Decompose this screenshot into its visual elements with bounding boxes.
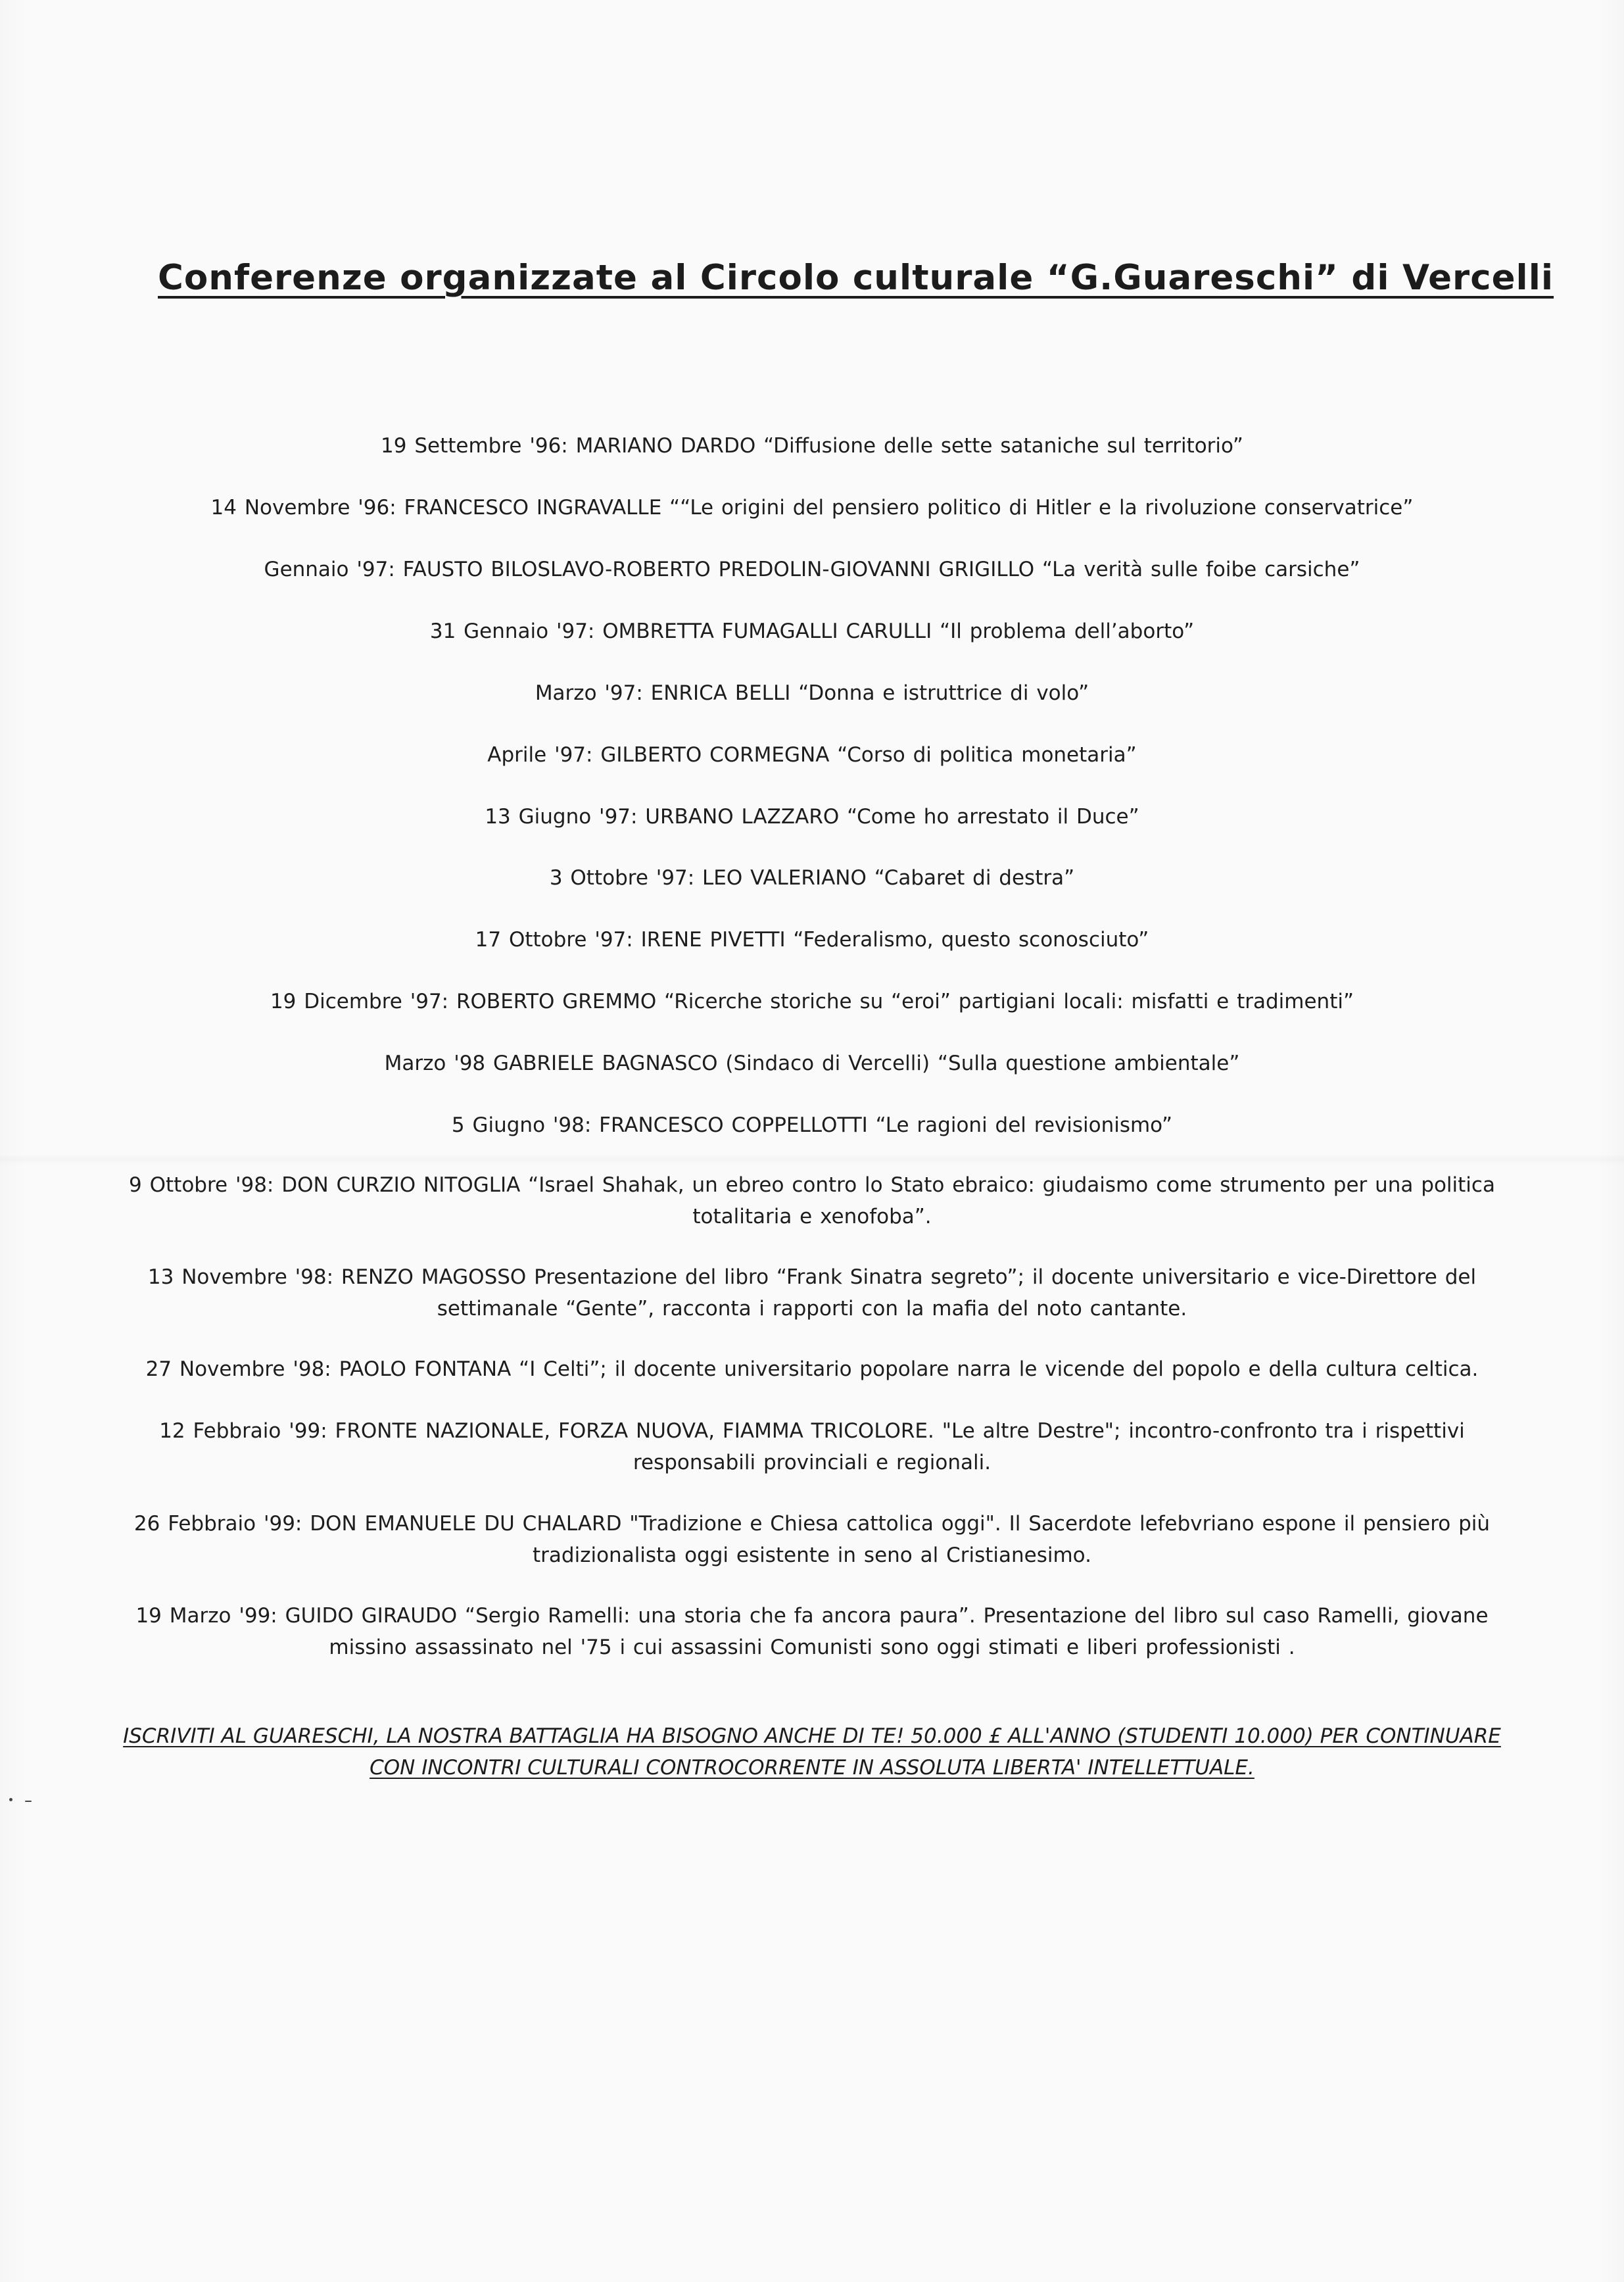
conference-entry: 27 Novembre '98: PAOLO FONTANA “I Celti”; il docente universitario popolare narra le vicende del popolo e della cultura celtica.	[145, 1357, 1479, 1381]
conference-entry: 5 Giugno '98: FRANCESCO COPPELLOTTI “Le ragioni del revisionismo”	[451, 1113, 1173, 1137]
scan-speck	[25, 1801, 32, 1802]
conference-entry: 14 Novembre '96: FRANCESCO INGRAVALLE ““Le origini del pensiero politico di Hitler e la rivoluzione conservatrice”	[210, 496, 1414, 520]
conference-entry: 31 Gennaio '97: OMBRETTA FUMAGALLI CARULLI “Il problema dell’aborto”	[429, 619, 1195, 643]
conference-entry: 13 Giugno '97: URBANO LAZZARO “Come ho arrestato il Duce”	[485, 805, 1139, 829]
document-title: Conferenze organizzate al Circolo culturale “G.Guareschi” di Vercelli	[158, 258, 1554, 298]
conference-entry: 19 Marzo '99: GUIDO GIRAUDO “Sergio Ramelli: una storia che fa ancora paura”. Presentazione del libro sul caso Ramelli, giovane missino assassinato nel '75 i cui assassini Comunisti sono oggi stimati e liberi professionisti .	[135, 1604, 1489, 1659]
scan-speck	[9, 1798, 12, 1801]
membership-appeal: ISCRIVITI AL GUARESCHI, LA NOSTRA BATTAGLIA HA BISOGNO ANCHE DI TE! 50.000 £ ALL'ANNO (STUDENTI 10.000) PER CONTINUARE CON INCONTRI CULTURALI CONTROCORRENTE IN ASSOLUTA LIBERTA' INTELLETTUALE.	[123, 1724, 1501, 1780]
conference-entry: 19 Settembre '96: MARIANO DARDO “Diffusione delle sette sataniche sul territorio”	[381, 434, 1243, 458]
conference-entry: 19 Dicembre '97: ROBERTO GREMMO “Ricerche storiche su “eroi” partigiani locali: misfatti e tradimenti”	[270, 990, 1354, 1013]
conference-entry: Marzo '97: ENRICA BELLI “Donna e istruttrice di volo”	[535, 681, 1089, 705]
conference-entry: 26 Febbraio '99: DON EMANUELE DU CHALARD "Tradizione e Chiesa cattolica oggi". Il Sacerdote lefebvriano espone il pensiero più tradizionalista oggi esistente in seno al Cristianesimo.	[133, 1512, 1491, 1567]
conference-entry: Marzo '98 GABRIELE BAGNASCO (Sindaco di Vercelli) “Sulla questione ambientale”	[384, 1052, 1240, 1075]
conference-entry: 12 Febbraio '99: FRONTE NAZIONALE, FORZA NUOVA, FIAMMA TRICOLORE. "Le altre Destre"; incontro-confronto tra i rispettivi responsabili provinciali e regionali.	[159, 1419, 1465, 1474]
conference-entry: 17 Ottobre '97: IRENE PIVETTI “Federalismo, questo sconosciuto”	[475, 928, 1149, 952]
conference-entry: Gennaio '97: FAUSTO BILOSLAVO-ROBERTO PREDOLIN-GIOVANNI GRIGILLO “La verità sulle foibe carsiche”	[264, 558, 1360, 581]
conference-entry: Aprile '97: GILBERTO CORMEGNA “Corso di politica monetaria”	[487, 743, 1137, 767]
conference-entry: 3 Ottobre '97: LEO VALERIANO “Cabaret di destra”	[549, 866, 1075, 890]
conference-entry: 13 Novembre '98: RENZO MAGOSSO Presentazione del libro “Frank Sinatra segreto”; il docente universitario e vice-Direttore del settimanale “Gente”, racconta i rapporti con la mafia del noto cantante.	[147, 1265, 1477, 1321]
conference-entry: 9 Ottobre '98: DON CURZIO NITOGLIA “Israel Shahak, un ebreo contro lo Stato ebraico: giudaismo come strumento per una politica totalitaria e xenofoba”.	[129, 1173, 1495, 1228]
